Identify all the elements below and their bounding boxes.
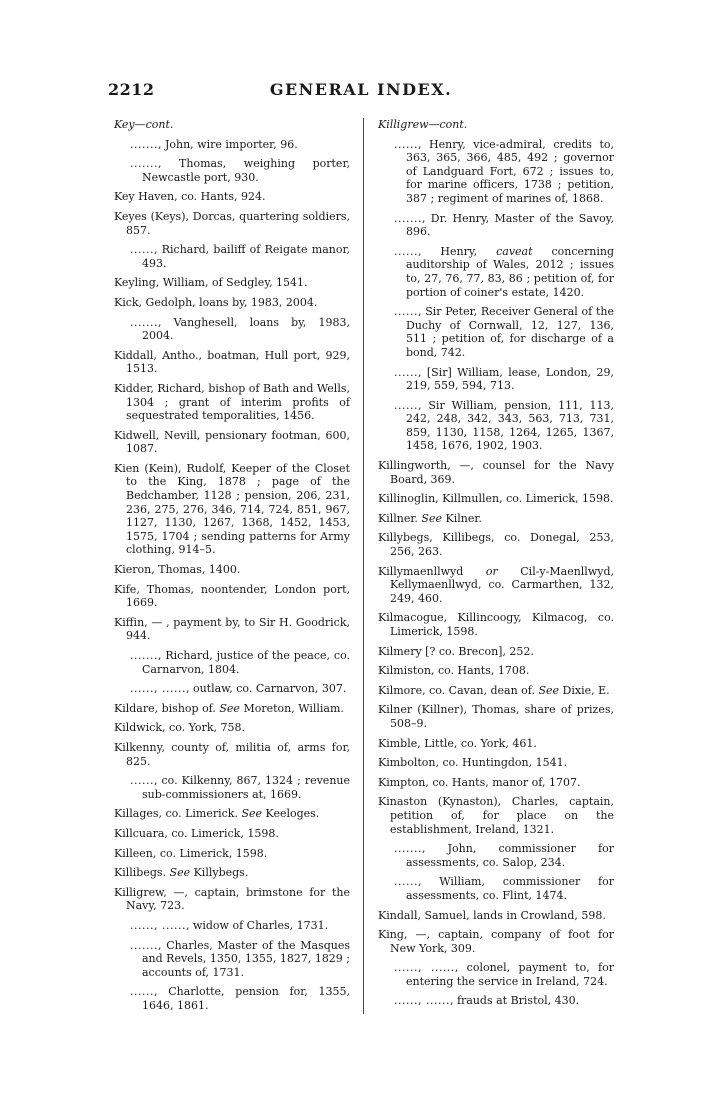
ditto-leader: ...... — [130, 774, 154, 788]
index-entry — [114, 276, 350, 290]
index-entry — [378, 459, 614, 486]
right-index-column — [378, 118, 614, 1014]
entry-text: , William, commissioner for assessments, co. Flint, 1474. — [406, 875, 614, 902]
entry-text: Kimpton, co. Hants, manor of, 1707. — [378, 775, 581, 789]
entry-text: Kidder, Richard, bishop of Bath and Wells, 1304 ; grant of interim profits of sequestrated temporalities, 1456. — [114, 381, 350, 423]
entry-text: Kilmore, co. Cavan, dean of. — [378, 683, 535, 697]
ditto-leader: ...... — [130, 985, 154, 999]
cross-reference-marker: See — [421, 511, 442, 525]
entry-text: Kien (Kein), Rudolf, Keeper of the Closet to the King, 1878 ; page of the Bedchamber, 1128 ; pension, 206, 231, 236, 275, 276, 346, 714, 724, 851, 967, 1127, 1130, 1267, 1368, 1452, 1453, 1575, 1704 ; sending patterns for Army clothing, 914–5. — [114, 461, 350, 557]
index-entry — [378, 565, 614, 606]
index-entry — [378, 531, 614, 558]
index-entry — [378, 245, 614, 299]
index-entry — [114, 866, 350, 880]
index-entry — [114, 682, 350, 696]
index-entry — [114, 138, 350, 152]
entry-text: , Dr. Henry, Master of the Savoy, 896. — [406, 211, 614, 239]
index-entry — [114, 702, 350, 716]
entry-text: Kilner (Killner), Thomas, share of prizes, 508–9. — [378, 703, 614, 730]
ditto-leader: ...... — [394, 137, 418, 151]
index-entry — [378, 492, 614, 506]
ditto-leader: ....... — [394, 842, 422, 856]
index-entry — [114, 243, 350, 270]
entry-text: Killibegs. — [114, 866, 167, 880]
index-entry — [378, 212, 614, 239]
entry-text: Kilmiston, co. Hants, 1708. — [378, 664, 530, 678]
index-entry — [378, 776, 614, 790]
index-entry — [378, 737, 614, 751]
cross-reference-marker: See — [538, 683, 560, 697]
index-entry — [114, 985, 350, 1012]
entry-text: Killingworth, —, counsel for the Navy Board, 369. — [378, 459, 614, 486]
index-entry — [378, 399, 614, 453]
index-entry — [378, 994, 614, 1008]
index-entry — [114, 349, 350, 376]
index-entry — [378, 909, 614, 923]
entry-text: , co. Kilkenny, 867, 1324 ; revenue sub-commissioners at, 1669. — [142, 774, 350, 801]
index-entry — [114, 741, 350, 768]
index-entry — [114, 939, 350, 980]
ditto-leader: ...... — [394, 305, 418, 319]
entry-text: , widow of Charles, 1731. — [185, 918, 329, 932]
ditto-leader: ....... — [130, 938, 158, 952]
ditto-leader: ...... — [394, 365, 418, 379]
cross-reference-marker: caveat — [496, 244, 533, 258]
entry-text: , frauds at Bristol, 430. — [449, 994, 580, 1008]
column-head: Key—cont. — [114, 118, 174, 131]
ditto-leader: ...... — [394, 875, 418, 889]
index-entry — [378, 703, 614, 730]
page-number: 2212 — [108, 80, 155, 99]
entry-text: Kiddall, Antho., boatman, Hull port, 929, 1513. — [114, 348, 350, 376]
entry-text: Kidwell, Nevill, pensionary footman, 600, 1087. — [114, 428, 350, 456]
index-entry — [378, 684, 614, 698]
index-entry — [114, 616, 350, 643]
page-title: GENERAL INDEX. — [269, 80, 453, 99]
entry-reference: Keeloges. — [265, 807, 320, 821]
index-entry — [378, 756, 614, 770]
index-entry — [114, 774, 350, 801]
entry-text: Kieron, Thomas, 1400. — [114, 563, 241, 577]
index-entry — [114, 157, 350, 184]
index-entry — [378, 842, 614, 869]
entry-text: Kiffin, — , payment by, to Sir H. Goodrick, 944. — [114, 615, 350, 643]
entry-reference: concerning auditorship of Wales, 2012 ; issues to, 27, 76, 77, 83, 86 ; petition of, for portion of coiner's estate, 1420. — [406, 244, 614, 299]
index-entry — [114, 827, 350, 841]
index-entry — [114, 382, 350, 423]
index-entry — [378, 366, 614, 393]
cross-reference-marker: See — [241, 807, 263, 821]
index-entry — [114, 649, 350, 676]
entry-reference: Moreton, William. — [243, 701, 344, 715]
ditto-leader: ....... — [130, 315, 158, 329]
entry-text: Killybegs, Killibegs, co. Donegal, 253, 256, 263. — [378, 531, 614, 559]
entry-text: , colonel, payment to, for entering the service in Ireland, 724. — [406, 961, 614, 988]
ditto-leader: ...... — [130, 243, 154, 257]
ditto-leader: ...... — [394, 244, 418, 258]
index-entry — [378, 611, 614, 638]
entry-text: King, —, captain, company of foot for New York, 309. — [378, 928, 614, 955]
ditto-leader: ......, ...... — [130, 918, 186, 932]
entry-text: , John, wire importer, 96. — [157, 137, 298, 151]
entry-text: Killcuara, co. Limerick, 1598. — [114, 826, 279, 840]
entry-text: , Richard, justice of the peace, co. Carnarvon, 1804. — [142, 649, 350, 676]
entry-text: , outlaw, co. Carnarvon, 307. — [185, 682, 347, 696]
ditto-leader: ...... — [394, 398, 418, 412]
entry-reference: Killybegs. — [193, 866, 249, 880]
entry-text: Kife, Thomas, noontender, London port, 1669. — [114, 582, 350, 610]
index-entry — [114, 296, 350, 310]
entry-text: , Thomas, weighing porter, Newcastle port, 930. — [142, 157, 350, 184]
entry-text: Kimble, Little, co. York, 461. — [378, 736, 537, 750]
index-entry — [378, 875, 614, 902]
entry-reference: Dixie, E. — [562, 683, 610, 697]
entry-text: Kick, Gedolph, loans by, 1983, 2004. — [114, 295, 318, 309]
index-entry — [114, 886, 350, 913]
index-entry — [114, 316, 350, 343]
entry-text: Key Haven, co. Hants, 924. — [114, 190, 266, 204]
index-entry — [378, 928, 614, 955]
entry-text: Killages, co. Limerick. — [114, 807, 238, 821]
cross-reference-marker: See — [219, 701, 240, 715]
index-entry — [378, 305, 614, 359]
entry-reference: Kilner. — [445, 511, 482, 525]
entry-text: Kildare, bishop of. — [114, 701, 216, 715]
ditto-leader: ......, ...... — [394, 961, 455, 975]
entry-text: Kinaston (Kynaston), Charles, captain, petition of, for place on the establishment, Ireland, 1321. — [378, 795, 614, 836]
entry-text: Killeen, co. Limerick, 1598. — [114, 846, 268, 860]
entry-text: Killner. — [378, 511, 418, 525]
index-entry — [114, 563, 350, 577]
index-entry — [378, 138, 614, 206]
ditto-leader: ......, ...... — [130, 682, 186, 696]
index-entry — [114, 847, 350, 861]
cross-reference-marker: See — [169, 866, 191, 880]
index-entry — [114, 721, 350, 735]
entry-text: Kilmery [? co. Brecon], 252. — [378, 644, 534, 658]
entry-text: , [Sir] William, lease, London, 29, 219, 559, 594, 713. — [406, 365, 614, 393]
entry-text: Kimbolton, co. Huntingdon, 1541. — [378, 756, 568, 770]
ditto-leader: ....... — [130, 137, 158, 151]
index-entry — [114, 429, 350, 456]
entry-text: Kindall, Samuel, lands in Crowland, 598. — [378, 908, 606, 922]
index-entry — [378, 664, 614, 678]
index-entry — [378, 961, 614, 988]
ditto-leader: ....... — [130, 157, 158, 171]
index-entry — [114, 919, 350, 933]
index-entry — [114, 462, 350, 557]
index-entry — [114, 210, 350, 237]
entry-text: , Vanghesell, loans by, 1983, 2004. — [142, 315, 350, 343]
left-index-column — [114, 118, 350, 1018]
entry-text: , Sir William, pension, 111, 113, 242, 248, 342, 343, 563, 713, 731, 859, 1130, 1158, 1264, 1265, 1367, 1458, 1676, 1902, 1903. — [406, 398, 614, 453]
index-entry — [114, 807, 350, 821]
column-divider — [363, 118, 364, 1014]
entry-text: , Sir Peter, Receiver General of the Duchy of Cornwall, 12, 127, 136, 511 ; petition of, for discharge of a bond, 742. — [406, 305, 614, 359]
entry-text: Kilkenny, county of, militia of, arms for, 825. — [114, 740, 350, 768]
entry-text: Killigrew, —, captain, brimstone for the Navy, 723. — [114, 885, 350, 913]
entry-text: Keyling, William, of Sedgley, 1541. — [114, 276, 308, 290]
column-head: Killigrew—cont. — [378, 118, 468, 131]
entry-text: , Henry, vice-admiral, credits to, 363, 365, 366, 485, 492 ; governor of Landguard Fort, 672 ; issues to, for marine officers, 1738 ; petition, 387 ; regiment of marines of, 1868. — [406, 137, 614, 205]
index-entry — [114, 583, 350, 610]
entry-text: Kilmacogue, Killincoogy, Kilmacog, co. Limerick, 1598. — [378, 611, 614, 638]
entry-reference: Cil-y-Maenllwyd, Kellymaenllwyd, co. Carmarthen, 132, 249, 460. — [390, 564, 614, 605]
entry-text: Keyes (Keys), Dorcas, quartering soldiers, 857. — [114, 209, 350, 237]
index-entry — [378, 795, 614, 836]
entry-text: Killymaenllwyd — [378, 564, 464, 578]
entry-text: , Henry, — [417, 244, 478, 258]
ditto-leader: ......, ...... — [394, 994, 450, 1008]
ditto-leader: ....... — [130, 649, 158, 662]
index-entry — [378, 645, 614, 659]
entry-text: Kildwick, co. York, 758. — [114, 721, 245, 735]
index-entry — [378, 512, 614, 526]
cross-reference-marker: or — [485, 564, 498, 578]
entry-text: Killinoglin, Killmullen, co. Limerick, 1598. — [378, 492, 614, 506]
entry-text: , Charlotte, pension for, 1355, 1646, 1861. — [142, 985, 350, 1012]
index-entry — [114, 190, 350, 204]
entry-text: , John, commissioner for assessments, co. Salop, 234. — [406, 842, 614, 869]
ditto-leader: ....... — [394, 211, 422, 225]
entry-text: , Charles, Master of the Masques and Revels, 1350, 1355, 1827, 1829 ; accounts of, 1731. — [142, 938, 351, 979]
entry-text: , Richard, bailiff of Reigate manor, 493. — [142, 243, 350, 270]
